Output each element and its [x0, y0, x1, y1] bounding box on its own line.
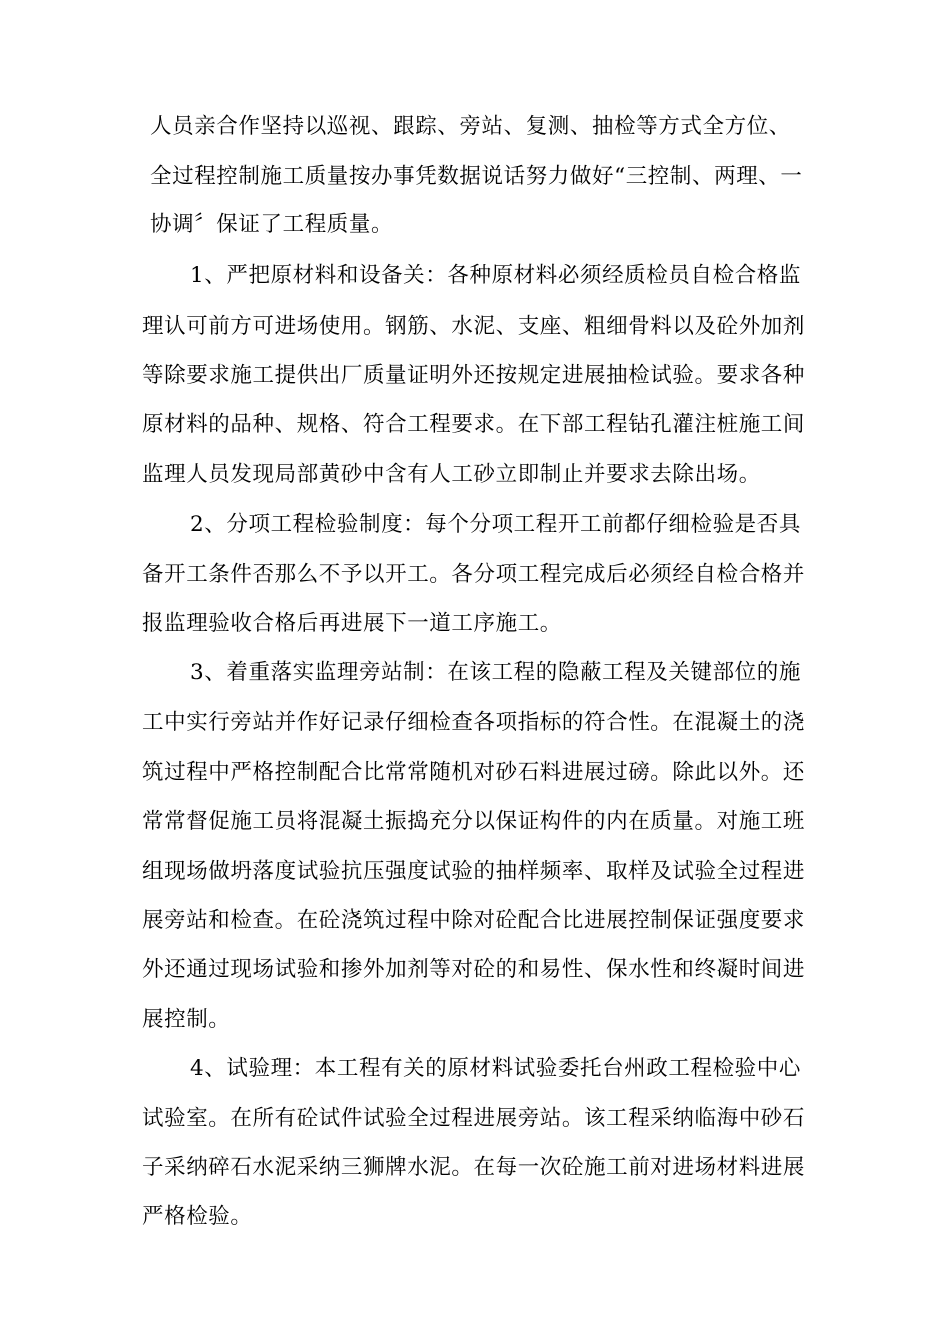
- text-line: 常常督促施工员将混凝土振捣充分以保证构件的内在质量。对施工班: [142, 809, 806, 834]
- text-line: 试验室。在所有砼试件试验全过程进展旁站。该工程采纳临海中砂石: [142, 1106, 806, 1131]
- text-line: 等除要求施工提供出厂质量证明外还按规定进展抽检试验。要求各种: [142, 363, 806, 388]
- text-line: 原材料的品种、规格、符合工程要求。在下部工程钻孔灌注桩施工间: [142, 412, 806, 437]
- text-line: 组现场做坍落度试验抗压强度试验的抽样频率、取样及试验全过程进: [142, 859, 806, 884]
- text-line: 子采纳碎石水泥采纳三狮牌水泥。在每一次砼施工前对进场材料进展: [142, 1155, 806, 1180]
- text-line: 1、严把原材料和设备关：各种原材料必须经质检员自检合格监: [190, 263, 801, 288]
- text-line: 3、着重落实监理旁站制：在该工程的隐蔽工程及关键部位的施: [190, 660, 801, 685]
- text-line: 4、试验理：本工程有关的原材料试验委托台州政工程检验中心: [190, 1056, 801, 1081]
- text-line: 理认可前方可进场使用。钢筋、水泥、支座、粗细骨料以及砼外加剂: [142, 314, 806, 339]
- text-line: 严格检验。: [142, 1204, 253, 1229]
- text-line: 外还通过现场试验和掺外加剂等对砼的和易性、保水性和终凝时间进: [142, 957, 806, 982]
- text-line: 协调〞保证了工程质量。: [150, 212, 394, 237]
- text-line: 备开工条件否那么不予以开工。各分项工程完成后必须经自检合格并: [142, 562, 806, 587]
- text-line: 工中实行旁站并作好记录仔细检查各项指标的符合性。在混凝土的浇: [142, 710, 806, 735]
- text-line: 全过程控制施工质量按办事凭数据说话努力做好“三控制、两理、一: [150, 164, 803, 189]
- text-line: 2、分项工程检验制度：每个分项工程开工前都仔细检验是否具: [190, 512, 801, 537]
- text-line: 人员亲合作坚持以巡视、跟踪、旁站、复测、抽检等方式全方位、: [150, 114, 791, 139]
- text-line: 展控制。: [142, 1007, 231, 1032]
- text-line: 展旁站和检查。在砼浇筑过程中除对砼配合比进展控制保证强度要求: [142, 908, 806, 933]
- text-line: 监理人员发现局部黄砂中含有人工砂立即制止并要求去除出场。: [142, 462, 761, 487]
- text-line: 报监理验收合格后再进展下一道工序施工。: [142, 611, 562, 636]
- text-line: 筑过程中严格控制配合比常常随机对砂石料进展过磅。除此以外。还: [142, 760, 806, 785]
